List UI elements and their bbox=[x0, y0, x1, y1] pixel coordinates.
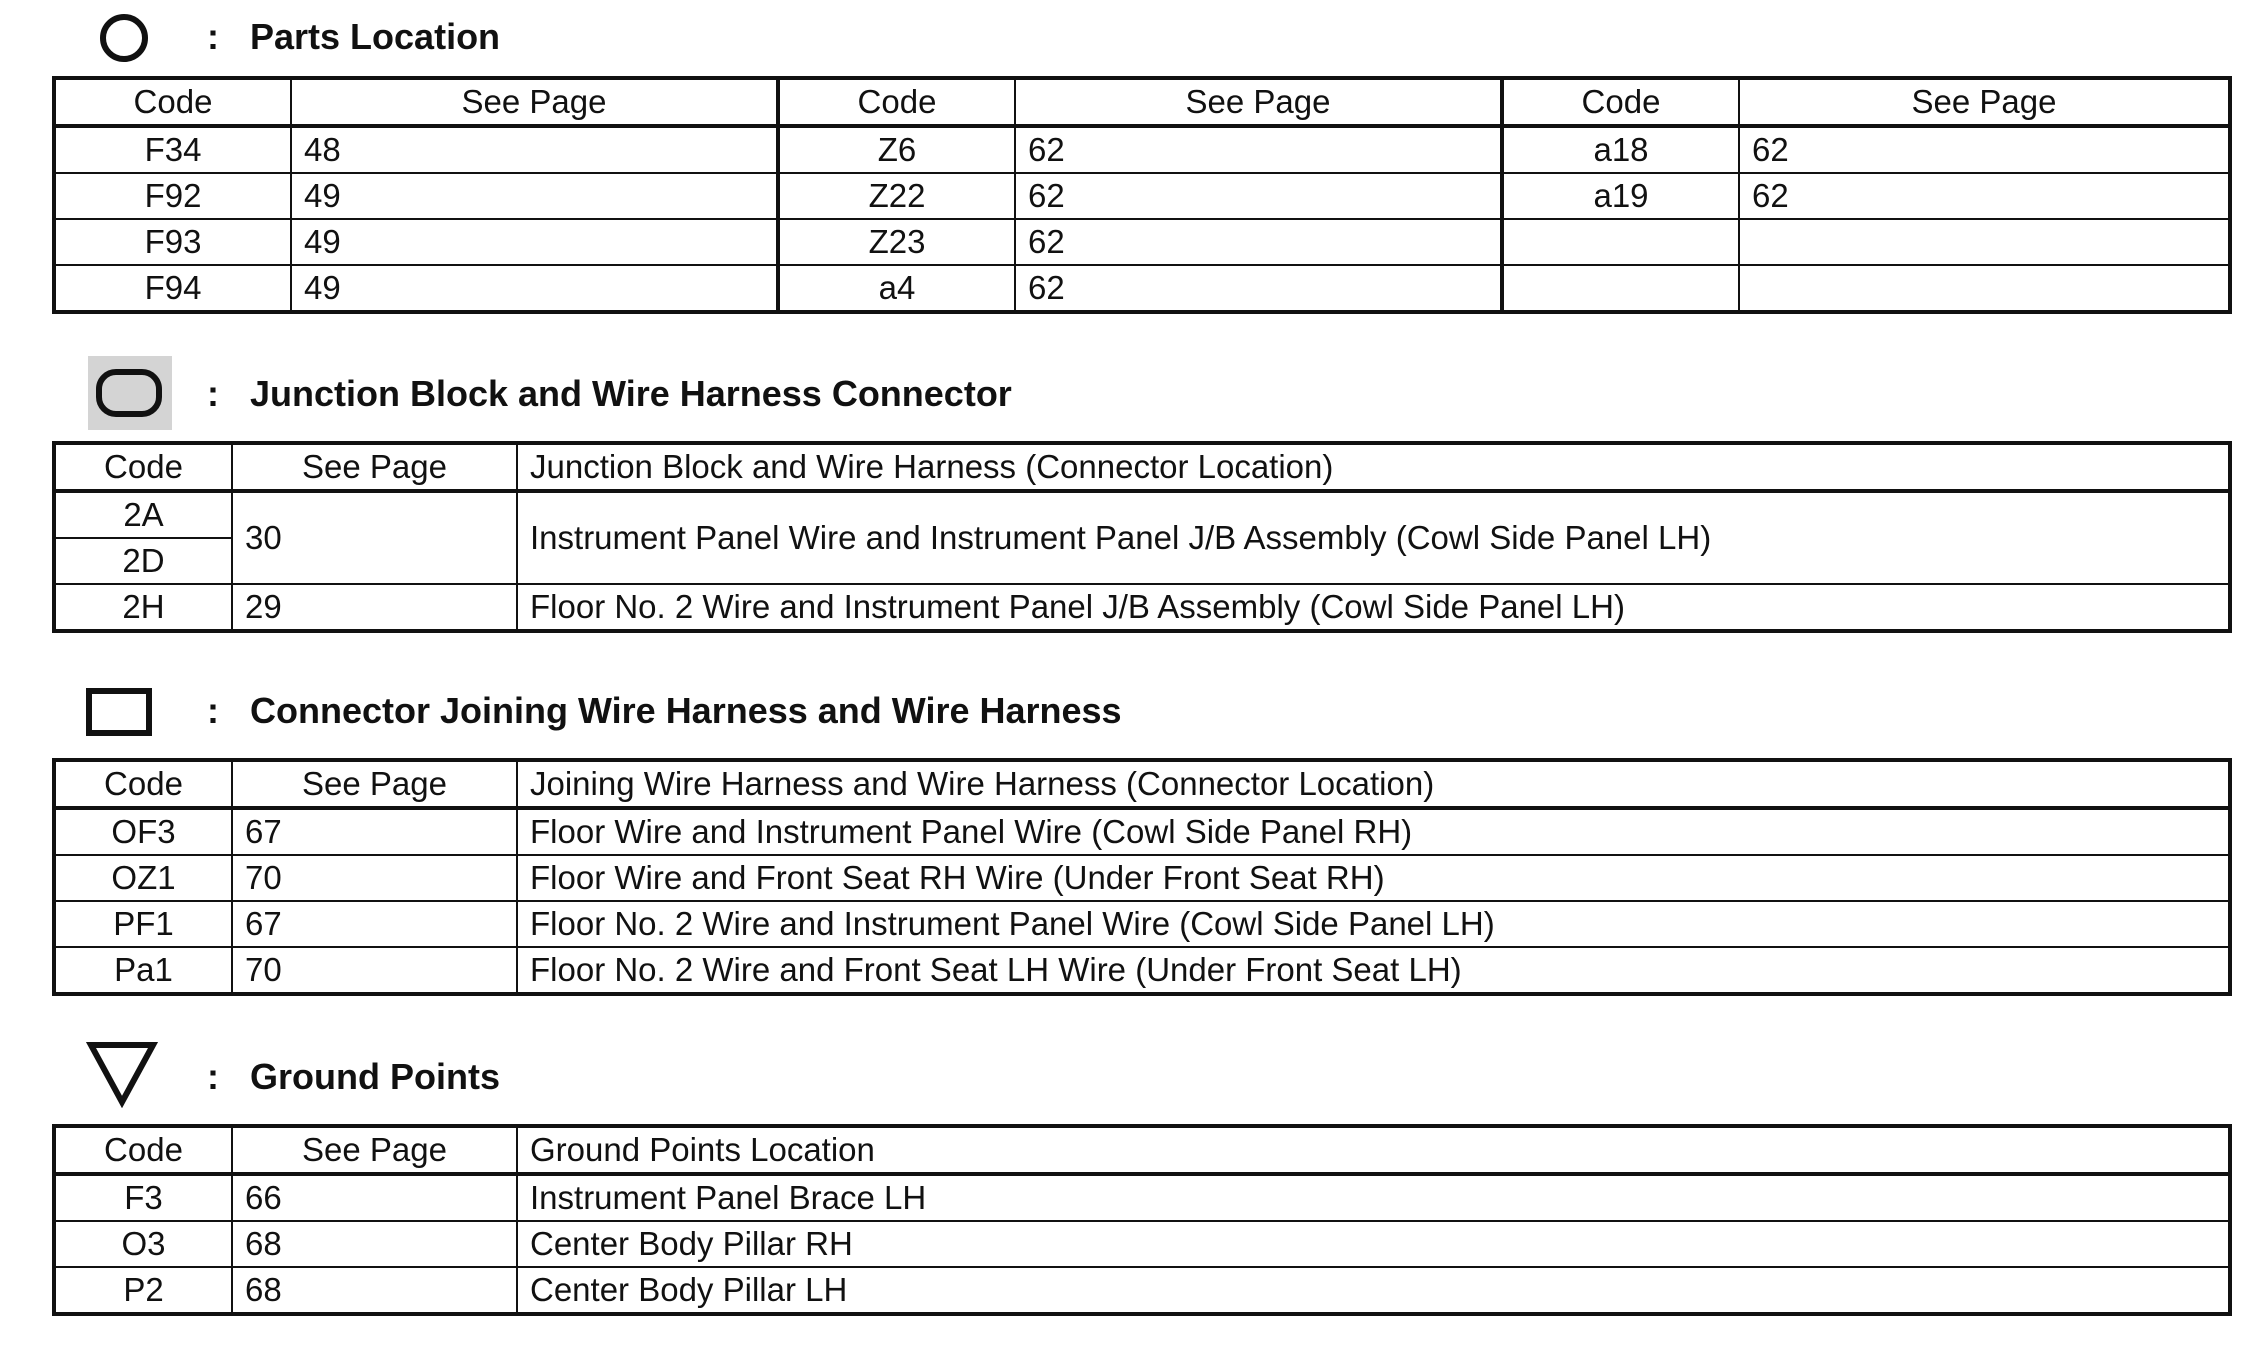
page-cell: 62 bbox=[1015, 265, 1502, 312]
page-cell: 70 bbox=[232, 855, 517, 901]
column-header: Ground Points Location bbox=[517, 1126, 2230, 1174]
table-row bbox=[54, 855, 2230, 901]
rounded-rect-icon bbox=[88, 356, 172, 430]
page-cell: 62 bbox=[1739, 126, 2230, 173]
parts-location-header bbox=[0, 0, 2260, 80]
section-colon: : bbox=[207, 1056, 219, 1097]
page-cell bbox=[1739, 219, 2230, 265]
table-row bbox=[54, 219, 2230, 265]
junction-block-table bbox=[52, 441, 2232, 633]
location-cell: Floor Wire and Front Seat RH Wire (Under Front Seat RH) bbox=[517, 855, 2230, 901]
table-row bbox=[54, 947, 2230, 994]
rectangle-icon bbox=[86, 688, 152, 736]
column-header: Code bbox=[778, 78, 1015, 126]
code-cell bbox=[1502, 219, 1739, 265]
code-cell: F93 bbox=[54, 219, 291, 265]
location-cell: Floor No. 2 Wire and Instrument Panel Wire (Cowl Side Panel LH) bbox=[517, 901, 2230, 947]
section-colon: : bbox=[207, 373, 219, 414]
location-cell: Center Body Pillar LH bbox=[517, 1267, 2230, 1314]
connector-joining-header bbox=[0, 670, 2260, 750]
column-header: See Page bbox=[232, 443, 517, 491]
page-cell bbox=[1739, 265, 2230, 312]
column-header: Code bbox=[1502, 78, 1739, 126]
code-cell: F92 bbox=[54, 173, 291, 219]
page-cell: 62 bbox=[1015, 173, 1502, 219]
circle-icon bbox=[98, 12, 150, 64]
code-cell: OF3 bbox=[54, 808, 232, 855]
page-cell: 30 bbox=[232, 491, 517, 584]
location-cell: Instrument Panel Wire and Instrument Panel J/B Assembly (Cowl Side Panel LH) bbox=[517, 491, 2230, 584]
code-cell: OZ1 bbox=[54, 855, 232, 901]
location-cell: Floor No. 2 Wire and Front Seat LH Wire (Under Front Seat LH) bbox=[517, 947, 2230, 994]
connector-joining-table bbox=[52, 758, 2232, 996]
table-header-row bbox=[54, 78, 2230, 126]
section-title: Junction Block and Wire Harness Connector bbox=[250, 373, 1012, 414]
code-cell: Z23 bbox=[778, 219, 1015, 265]
table-header-row bbox=[54, 443, 2230, 491]
code-cell: F34 bbox=[54, 126, 291, 173]
code-cell: Z22 bbox=[778, 173, 1015, 219]
code-cell: 2A bbox=[54, 491, 232, 538]
table-row bbox=[54, 584, 2230, 631]
table-row bbox=[54, 901, 2230, 947]
location-cell: Center Body Pillar RH bbox=[517, 1221, 2230, 1267]
page-cell: 49 bbox=[291, 265, 778, 312]
column-header: Code bbox=[54, 78, 291, 126]
column-header: Joining Wire Harness and Wire Harness (Connector Location) bbox=[517, 760, 2230, 808]
code-cell: Z6 bbox=[778, 126, 1015, 173]
column-header: See Page bbox=[232, 1126, 517, 1174]
page-cell: 48 bbox=[291, 126, 778, 173]
table-row bbox=[54, 265, 2230, 312]
page-cell: 62 bbox=[1015, 219, 1502, 265]
page-cell: 70 bbox=[232, 947, 517, 994]
page-cell: 67 bbox=[232, 808, 517, 855]
code-cell: a4 bbox=[778, 265, 1015, 312]
table-row bbox=[54, 491, 2230, 538]
ground-points-table bbox=[52, 1124, 2232, 1316]
code-cell: 2H bbox=[54, 584, 232, 631]
parts-location-table bbox=[52, 76, 2232, 314]
column-header: See Page bbox=[291, 78, 778, 126]
section-colon: : bbox=[207, 690, 219, 731]
page-cell: 66 bbox=[232, 1174, 517, 1221]
code-cell: a18 bbox=[1502, 126, 1739, 173]
triangle-down-icon bbox=[86, 1040, 158, 1108]
code-cell: 2D bbox=[54, 538, 232, 584]
location-cell: Instrument Panel Brace LH bbox=[517, 1174, 2230, 1221]
section-title: Parts Location bbox=[250, 16, 501, 57]
column-header: Code bbox=[54, 1126, 232, 1174]
page-cell: 62 bbox=[1739, 173, 2230, 219]
section-title: Ground Points bbox=[250, 1056, 500, 1097]
page-cell: 29 bbox=[232, 584, 517, 631]
table-row bbox=[54, 173, 2230, 219]
code-cell: P2 bbox=[54, 1267, 232, 1314]
page-cell: 49 bbox=[291, 219, 778, 265]
column-header: See Page bbox=[232, 760, 517, 808]
table-row bbox=[54, 1174, 2230, 1221]
column-header: Code bbox=[54, 443, 232, 491]
column-header: See Page bbox=[1739, 78, 2230, 126]
page-cell: 68 bbox=[232, 1221, 517, 1267]
ground-points-header bbox=[0, 1036, 2260, 1116]
junction-block-header bbox=[0, 352, 2260, 432]
code-cell: O3 bbox=[54, 1221, 232, 1267]
table-row bbox=[54, 126, 2230, 173]
table-header-row bbox=[54, 1126, 2230, 1174]
page-cell: 62 bbox=[1015, 126, 1502, 173]
table-row bbox=[54, 1221, 2230, 1267]
code-cell: a19 bbox=[1502, 173, 1739, 219]
section-title: Connector Joining Wire Harness and Wire Harness bbox=[250, 690, 1122, 731]
code-cell: F3 bbox=[54, 1174, 232, 1221]
section-colon: : bbox=[207, 16, 219, 57]
location-cell: Floor No. 2 Wire and Instrument Panel J/B Assembly (Cowl Side Panel LH) bbox=[517, 584, 2230, 631]
code-cell: Pa1 bbox=[54, 947, 232, 994]
table-header-row bbox=[54, 760, 2230, 808]
page-cell: 67 bbox=[232, 901, 517, 947]
location-cell: Floor Wire and Instrument Panel Wire (Cowl Side Panel RH) bbox=[517, 808, 2230, 855]
page-cell: 49 bbox=[291, 173, 778, 219]
code-cell bbox=[1502, 265, 1739, 312]
table-row bbox=[54, 1267, 2230, 1314]
column-header: Junction Block and Wire Harness (Connector Location) bbox=[517, 443, 2230, 491]
code-cell: F94 bbox=[54, 265, 291, 312]
column-header: See Page bbox=[1015, 78, 1502, 126]
column-header: Code bbox=[54, 760, 232, 808]
code-cell: PF1 bbox=[54, 901, 232, 947]
table-row bbox=[54, 808, 2230, 855]
page-cell: 68 bbox=[232, 1267, 517, 1314]
